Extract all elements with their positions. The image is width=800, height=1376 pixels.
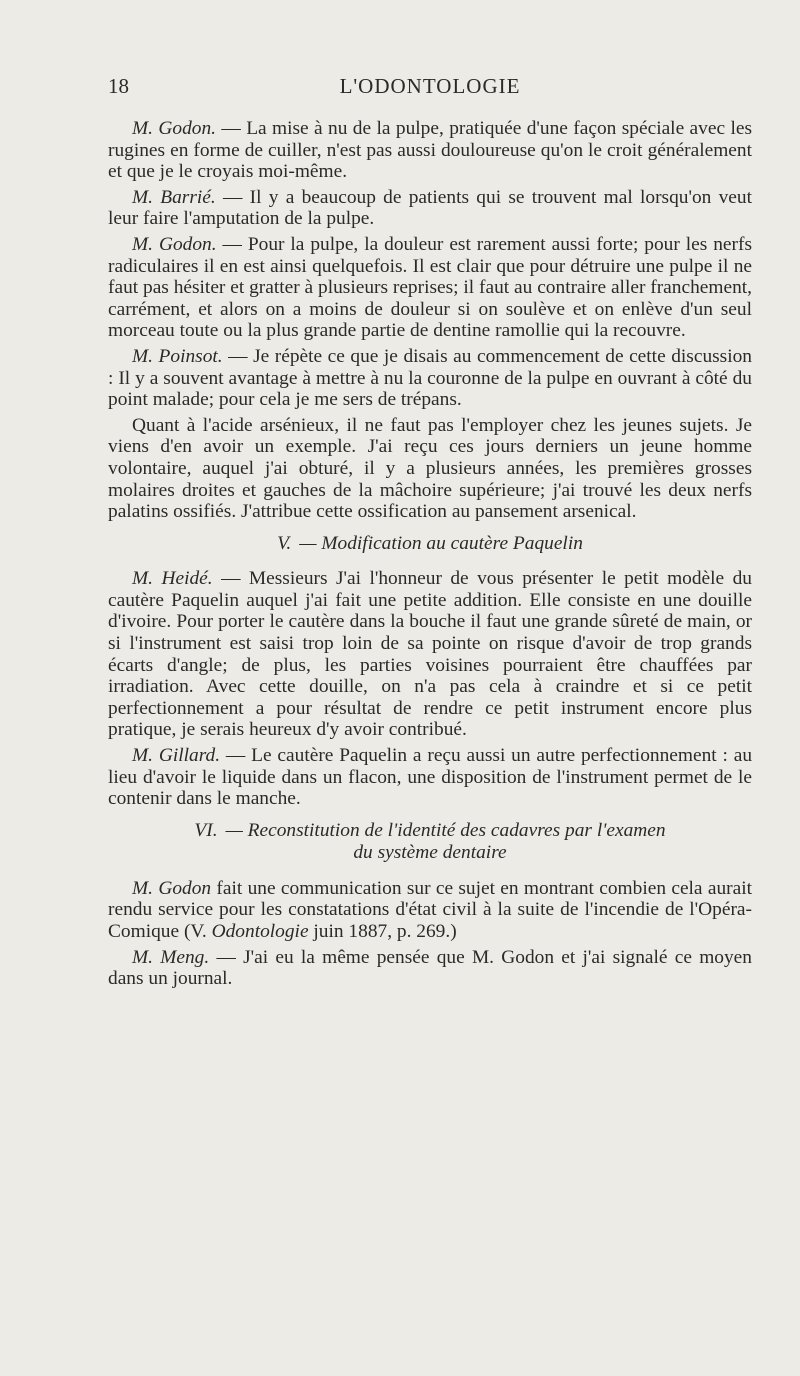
speaker-name: M. Heidé. (132, 568, 213, 590)
paragraph-godon-1 (108, 118, 752, 183)
journal-title: L'ODONTOLOGIE (339, 74, 521, 98)
body-text (108, 118, 752, 994)
paragraph-text: juin 1887, p. 269.) (308, 921, 457, 942)
paragraph-text: Quant à l'acide arsénieux, il ne faut pas l'employer chez les jeunes sujets. Je viens d'en avoir un exemple. J'ai reçu ces jours derniers un jeune homme volontaire, auquel j'ai obturé, il y a plusieurs années, les premières grosses molaires droites et gauches de la mâchoire supérieure; j'ai trouvé les deux nerfs palatins ossifiés. J'attribue cette ossification au pansement arsenical. (108, 414, 752, 523)
speaker-name: M. Poinsot. (132, 345, 223, 367)
paragraph-gillard (108, 745, 752, 810)
paragraph-barrie (108, 187, 752, 230)
section-heading-v (108, 533, 752, 555)
paragraph-heide (108, 568, 752, 741)
paragraph-text: — Le cautère Paquelin a reçu aussi un autre perfectionnement : au lieu d'avoir le liquide dans un flacon, une disposition de l'instrument permet de le contenir dans le manche. (108, 745, 753, 810)
paragraph-godon-3 (108, 878, 752, 943)
paragraph-text: — La mise à nu de la pulpe, pratiquée d'une façon spéciale avec les rugines en forme de cuiller, n'est pas aussi douloureuse qu'on le croit généralement et que je le croyais moi-même. (108, 118, 753, 183)
paragraph-text: — Messieurs J'ai l'honneur de vous présenter le petit modèle du cautère Paquelin auquel j'ai fait une petite addition. Elle consiste en une douille d'ivoire. Pour porter le cautère dans la bouche il faut une grande sûreté de main, or si l'instrument est saisi trop loin de sa pointe on risque d'avoir de trop grands écarts d'angle; de plus, les parties voisines pourraient être chauffées par irradiation. Avec cette douille, on n'a pas cela à craindre et si ce petit perfectionnement a pour résultat de rendre ce petit instrument encore plus pratique, je serais heureux d'y avoir contribué. (108, 568, 752, 741)
speaker-name: M. Meng. (132, 946, 210, 968)
speaker-name: M. Gillard. (132, 745, 221, 767)
paragraph-text: — Il y a beaucoup de patients qui se trouvent mal lorsqu'on veut leur faire l'amputation de la pulpe. (108, 186, 752, 230)
paragraph-text: — Je répète ce que je disais au commencement de cette discussion : Il y a souvent avantage à mettre à nu la couronne de la pulpe en ouvrant à côté du point malade; pour cela je me sers de trépans. (108, 345, 753, 411)
paragraph-acide (108, 415, 752, 523)
speaker-name: M. Godon (132, 877, 212, 899)
section-title: — Modification au cautère Paquelin (299, 532, 583, 554)
section-title: — Reconstitution de l'identité des cadavres par l'examen (225, 819, 666, 841)
paragraph-meng (108, 947, 752, 990)
paragraph-poinsot (108, 346, 752, 411)
paragraph-text: — J'ai eu la même pensée que M. Godon et j'ai signalé ce moyen dans un journal. (108, 946, 752, 990)
page-number: 18 (108, 74, 129, 98)
section-number: VI. (194, 819, 218, 841)
paragraph-godon-2 (108, 234, 752, 342)
speaker-name: M. Godon. (132, 118, 217, 139)
section-number: V. (277, 532, 292, 554)
section-heading-vi (108, 820, 752, 864)
journal-reference: Odontologie (211, 921, 309, 942)
paragraph-text: fait une communication sur ce sujet en montrant combien cela aurait rendu service pour les constatations d'état civil à la suite de l'incendie de l'Opéra-Comique (V. (108, 877, 752, 942)
section-title-line-1 (108, 820, 752, 842)
paragraph-text: — Pour la pulpe, la douleur est rarement aussi forte; pour les nerfs radiculaires il en est ainsi quelquefois. Il est clair que pour détruire une pulpe il ne faut pas hésiter et gratter à plusieurs reprises; il faut au contraire aller franchement, carrément, et alors on a moins de douleur si on soulève et on enlève d'un seul morceau toute ou la plus grande partie de dentine ramollie qui la recouvre. (108, 233, 752, 342)
speaker-name: M. Barrié. (132, 186, 216, 208)
section-title-line-2: du système dentaire (353, 841, 507, 863)
running-head (108, 74, 752, 104)
speaker-name: M. Godon. (132, 233, 217, 255)
